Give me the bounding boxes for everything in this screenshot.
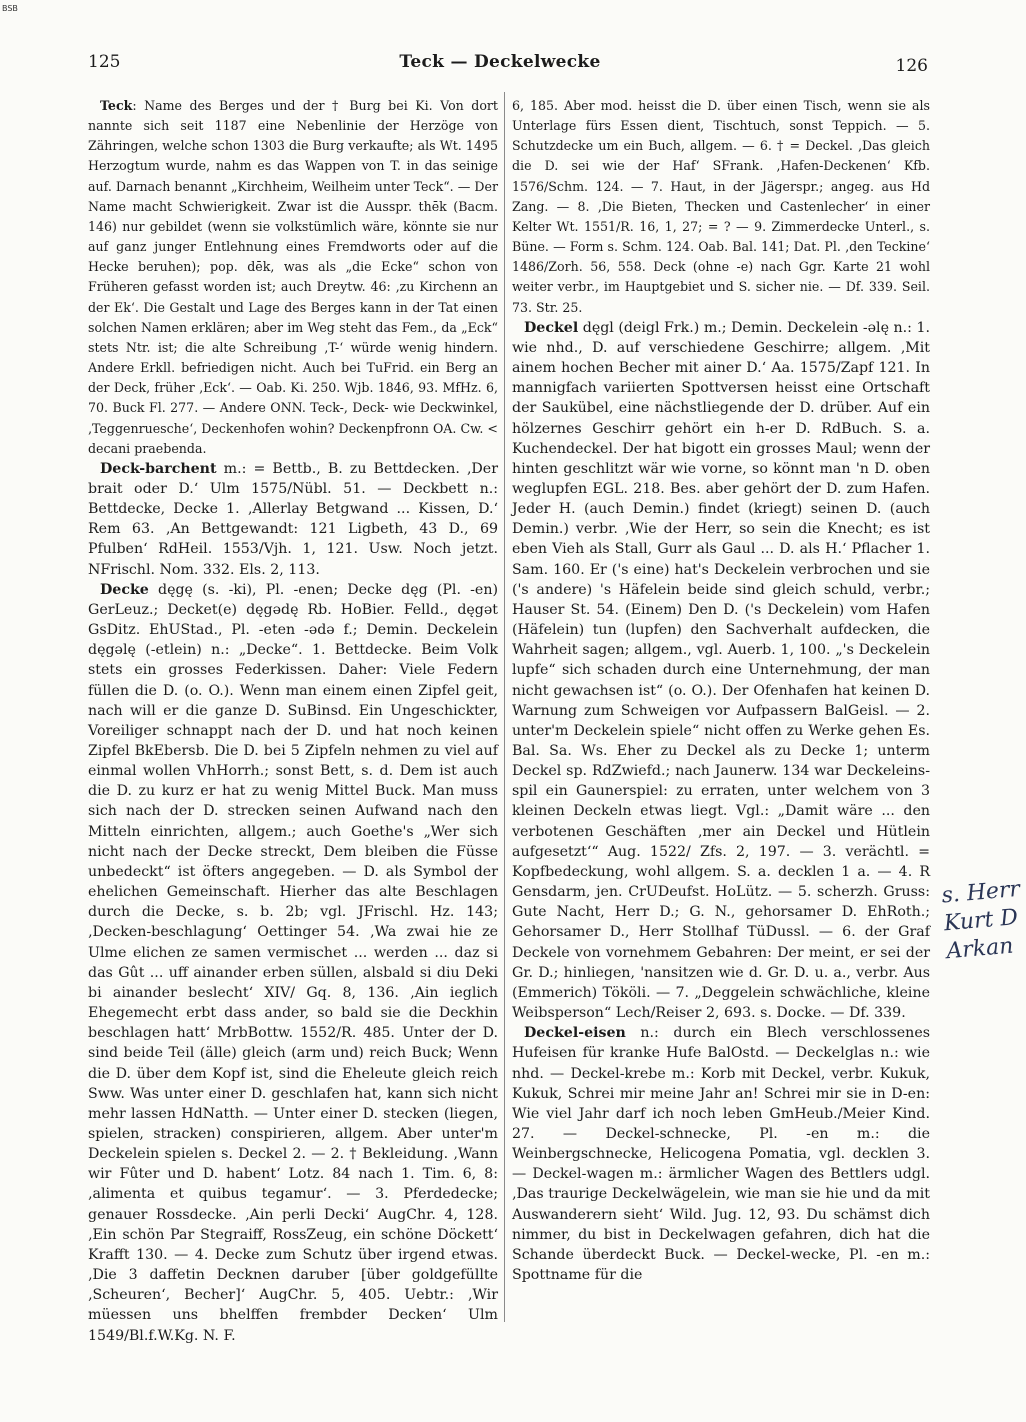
- headword: Teck: [100, 98, 133, 113]
- annotation-line: s. Herr: [940, 876, 1021, 909]
- left-column: [88, 96, 498, 1346]
- entry-text: : Name des Berges und der † Burg bei Ki. Von dort nannte sich seit 1187 eine Nebenlinie der Herzöge von Zähringen, welche schon 1303 die Burg verkaufte; als Wt. 1495 Herzogtum wurde, nahm es das Wappen von T. in das seinige auf. Darnach benannt „Kirchheim, Weilheim unter Teck“. — Der Name macht Schwierigkeit. Zwar ist die Ausspr. thēk (Bacm. 146) nur gebildet (wenn sie volkstümlich wäre, könnte sie nur auf ganz junger Entlehnung eines Fremdworts oder auf die Hecke beruhen); pop. dēk, was als „die Ecke“ schon von Früheren gefasst worden ist; auch Dreytw. 46: ‚zu Kirchenn an der Ek‘. Die Gestalt und Lage des Berges kann in der Tat einen solchen Namen erklären; aber im Weg steht das Fem., da „Eck“ stets Ntr. ist; die alte Schreibung ‚T-‘ würde wenig hindern. Andere Erkll. befriedigen nicht. Auch bei TuFrid. ein Berg an der Deck, früher ‚Eck‘. — Oab. Ki. 250. Wjb. 1846, 93. MfHz. 6, 70. Buck Fl. 277. — Andere ONN. Teck-, Deck- wie Deckwinkel, ‚Teggenruesche‘, Deckenhofen wohin? Deckenpfronn OA. Cw. < decani praebenda.: [88, 98, 498, 456]
- headword: Deck-barchent: [100, 460, 217, 477]
- entry-text: 6, 185. Aber mod. heisst die D. über einen Tisch, wenn sie als Unterlage fürs Essen dient, Tischtuch, sonst Teppich. — 5. Schutzdecke um ein Buch, allgem. — 6. † = Deckel. ‚Das gleich die D. sei wie der Haf‘ SFrank. ‚Hafen-Deckenen‘ Kfb. 1576/Schm. 124. — 7. Haut, in der Jägerspr.; angeg. aus Hd Zang. — 8. ‚Die Bieten, Thecken und Castenlecher‘ in einer Kelter Wt. 1551/R. 16, 1, 27; = ? — 9. Zimmerdecke Unterl., s. Büne. — Form s. Schm. 124. Oab. Bal. 141; Dat. Pl. ‚den Teckine‘ 1486/Zorh. 56, 558. Deck (ohne -e) nach Ggr. Karte 21 wohl weiter verbr., im Hauptgebiet und S. sicher nie. — Df. 339. Seil. 73. Str. 25.: [512, 98, 930, 315]
- entry-text: m.: = Bettb., B. zu Bettdecken. ‚Der brait oder D.‘ Ulm 1575/Nübl. 51. — Deckbett n.: Bettdecke, Decke 1. ‚Allerlay Betgwand ... Kissen, D.‘ Rem 63. ‚An Bettgewandt: 121 Ligbeth, 43 D., 69 Pfulben‘ RdHeil. 1553/Vjh. 1, 121. Usw. Noch jetzt. NFrischl. Nom. 332. Els. 2, 113.: [88, 460, 498, 578]
- headword: Deckel: [524, 319, 579, 336]
- entry-text: dęgę (s. -ki), Pl. -enen; Decke dęg (Pl. -en) GerLeuz.; Decket(e) dęgədę Rb. HoBier. Felld., dęgət GsDitz. EhUStad., Pl. -eten -ədə f.; Demin. Deckelein dęgəlę (-etlein) n.: „Decke“. 1. Bettdecke. Beim Volk stets ein grosses Federkissen. Daher: Viele Federn füllen die D. (o. O.). Wenn man einem einen Zipfel geit, nach will er die ganze D. SuBinsd. Ein Ungeschickter, Voreiliger schnappt nach der D. und hat noch keinen Zipfel BkEbersb. Die D. bei 5 Zipfeln nehmen zu viel auf einmal wollen VhHorrh.; sonst Bett, s. d. Dem ist auch die D. zu kurz er hat zu wenig Mittel Buck. Man muss sich nach der D. strecken seinen Aufwand nach den Mitteln einrichten, allgem.; auch Goethe's „Wer sich nicht nach der Decke streckt, Dem bleiben die Füsse unbedeckt“ ist öfters angegeben. — D. als Symbol der ehelichen Gemeinschaft. Hierher das alte Beschlagen durch die Decke, s. b. 2b; vgl. JFrischl. Hz. 143; ‚Decken-beschlagung‘ Oettinger 54. ‚Wa zwai hie ze Ulme elichen ze samen vermischet ... werden ... daz si das Gût ... uff ainander erben süllen, alsbald si diu Deki bi ainander beslecht‘ XIV/ Gq. 8, 136. ‚Ain ieglich Ehegemecht erbt dass ander, so bald sie die Deckhin beschlagen hatt‘ MrbBottw. 1552/R. 485. Unter der D. sind beide Teil (älle) gleich (arm und) reich Buck; Wenn die D. über dem Kopf ist, sind die Eheleute gleich reich Sww. Was unter einer D. geschlafen hat, kann sich nicht mehr lassen HdNatth. — Unter einer D. stecken (liegen, spielen, stracken) conspirieren, allgem. Aber unter'm Deckelein spielen s. Deckel 2. — 2. † Bekleidung. ‚Wann wir Fûter und D. habent‘ Lotz. 84 nach 1. Tim. 6, 8: ‚alimenta et quibus tegamur‘. — 3. Pferdedecke; genauer Rossdecke. ‚Ain perli Decki‘ AugChr. 4, 128. ‚Ein schön Par Stegraiff, RossZeug, ein schöne Döckett‘ Krafft 130. — 4. Decke zum Schutz über irgend etwas. ‚Die 3 daffetin Decknen daruber [über goldgefüllte ‚Scheuren‘, Becher]‘ AugChr. 5, 405. Uebtr.: ‚Wir müessen uns bhelffen frembder Decken‘ Ulm 1549/Bl.f.W.Kg. N. F.: [88, 581, 498, 1344]
- entry-deckel-eisen: [512, 1023, 930, 1285]
- entry-decke-continued: [512, 96, 930, 318]
- library-stamp: BSB: [2, 4, 18, 13]
- page-number-right: 126: [895, 56, 928, 76]
- entry-decke: [88, 580, 498, 1346]
- entry-teck: [88, 96, 498, 459]
- entry-deckel: [512, 318, 930, 1023]
- annotation-line: Kurt D: [942, 905, 1019, 937]
- handwritten-margin-note: [940, 876, 1021, 967]
- right-column: [512, 96, 930, 1285]
- entry-text: n.: durch ein Blech verschlossenes Hufeisen für kranke Hufe BalOstd. — Deckelglas n.: wie nhd. — Deckel-krebe m.: Korb mit Deckel, verbr. Kukuk, Kukuk, Schrei mir meine Jahr an! Schrei mir sie in D-en: Wie viel Jahr darf ich noch leben GmHeub./Meier Kind. 27. — Deckel-schnecke, Pl. -en m.: die Weinbergschnecke, Helicogena Pomatia, vgl. decklen 3. — Deckel-wagen m.: ärmlicher Wagen des Bettlers udgl. ‚Das traurige Deckelwägelein, wie man sie hie und da mit Auswanderern sieht‘ Wild. Jug. 12, 93. Du schämst dich nimmer, du bist in Deckelwagen gefahren, dich hat die Schande überdeckt Buck. — Deckel-wecke, Pl. -en m.: Spottname für die: [512, 1025, 930, 1284]
- page-number-left: 125: [88, 52, 121, 72]
- headword: Deckel-eisen: [524, 1025, 626, 1042]
- column-rule: [504, 92, 505, 1322]
- entry-deck-barchent: [88, 459, 498, 580]
- running-title: Teck — Deckelwecke: [399, 52, 601, 72]
- headword: Decke: [100, 581, 149, 598]
- annotation-line: Arkan: [945, 933, 1015, 965]
- entry-text: dęgl (deigl Frk.) m.; Demin. Deckelein -əlę n.: 1. wie nhd., D. auf verschiedene Geschirre; allgem. ‚Mit ainem hochen Becher mit ainer D.‘ Aa. 1575/Zapf 121. In mannigfach variierten Spottversen heisst eine Ortschaft der Saukübel, eine nächstliegende der D. drüber. Auf ein hölzernes Geschirr gehört ein h-er D. RdBuch. S. a. Kuchendeckel. Der hat bigott ein grosses Maul; wenn der hinten geschlitzt wär wie vorne, so könnt man 'n D. oben weglupfen EGL. 218. Bes. aber gehört der D. zum Hafen. Jeder H. (auch Demin.) findet (kriegt) seinen D. (auch Demin.) verbr. ‚Wie der Herr, so sein die Knecht; es ist eben Vieh als Stall, Gurr als Gaul ... D. als H.‘ Pflacher 1. Sam. 160. Er ('s eine) hat's Deckelein verbrochen und sie ('s andere) 's Häfelein beide sind gleich schuld, verbr.; Hauser St. 54. (Einem) Den D. ('s Deckelein) vom Hafen (Häfelein) tun (lupfen) den Sachverhalt aufdecken, die Wahrheit sagen; allgem., vgl. Auerb. 1, 100. „'s Deckelein lupfe“ sich schaden durch eine Unternehmung, der man nicht gewachsen ist“ (o. O.). Der Ofenhafen hat keinen D. Warnung zum Schweigen vor Aufpassern BalGeisl. — 2. unter'm Deckelein spiele“ nicht offen zu Werke gehen Es. Bal. Sa. Ws. Eher zu Deckel als zu Decke 1; unterm Deckel sp. RdZwiefd.; nach Jaunerw. 134 war Deckeleins-spil ein Gaunerspiel: zu erraten, unter welchem von 3 kleinen Deckeln etwas liegt. Vgl.: „Damit wäre ... den verbotenen Geschäften ‚mer ain Deckel und Hütlein aufgesetzt‘“ Aug. 1522/ Zfs. 2, 197. — 3. verächtl. = Kopfbedeckung, wohl allgem. S. a. decklen 1 a. — 4. R Gensdarm, jen. CrUDeufst. HoLütz. — 5. scherzh. Gruss: Gute Nacht, Herr D.; G. N., gehorsamer D. EhRoth.; Gehorsamer D., Herr Stollhaf TüDussl. — 6. der Graf Deckele von vornehmem Gebahren: Der meint, er sei der Gr. D.; hinliegen, 'nansitzen wie d. Gr. D. u. a., verbr. Aus (Emmerich) Tököli. — 7. „Deggelein schwächliche, kleine Weibsperson“ Lech/Reiser 2, 693. s. Docke. — Df. 339.: [512, 319, 930, 1022]
- page-header: [0, 52, 1000, 82]
